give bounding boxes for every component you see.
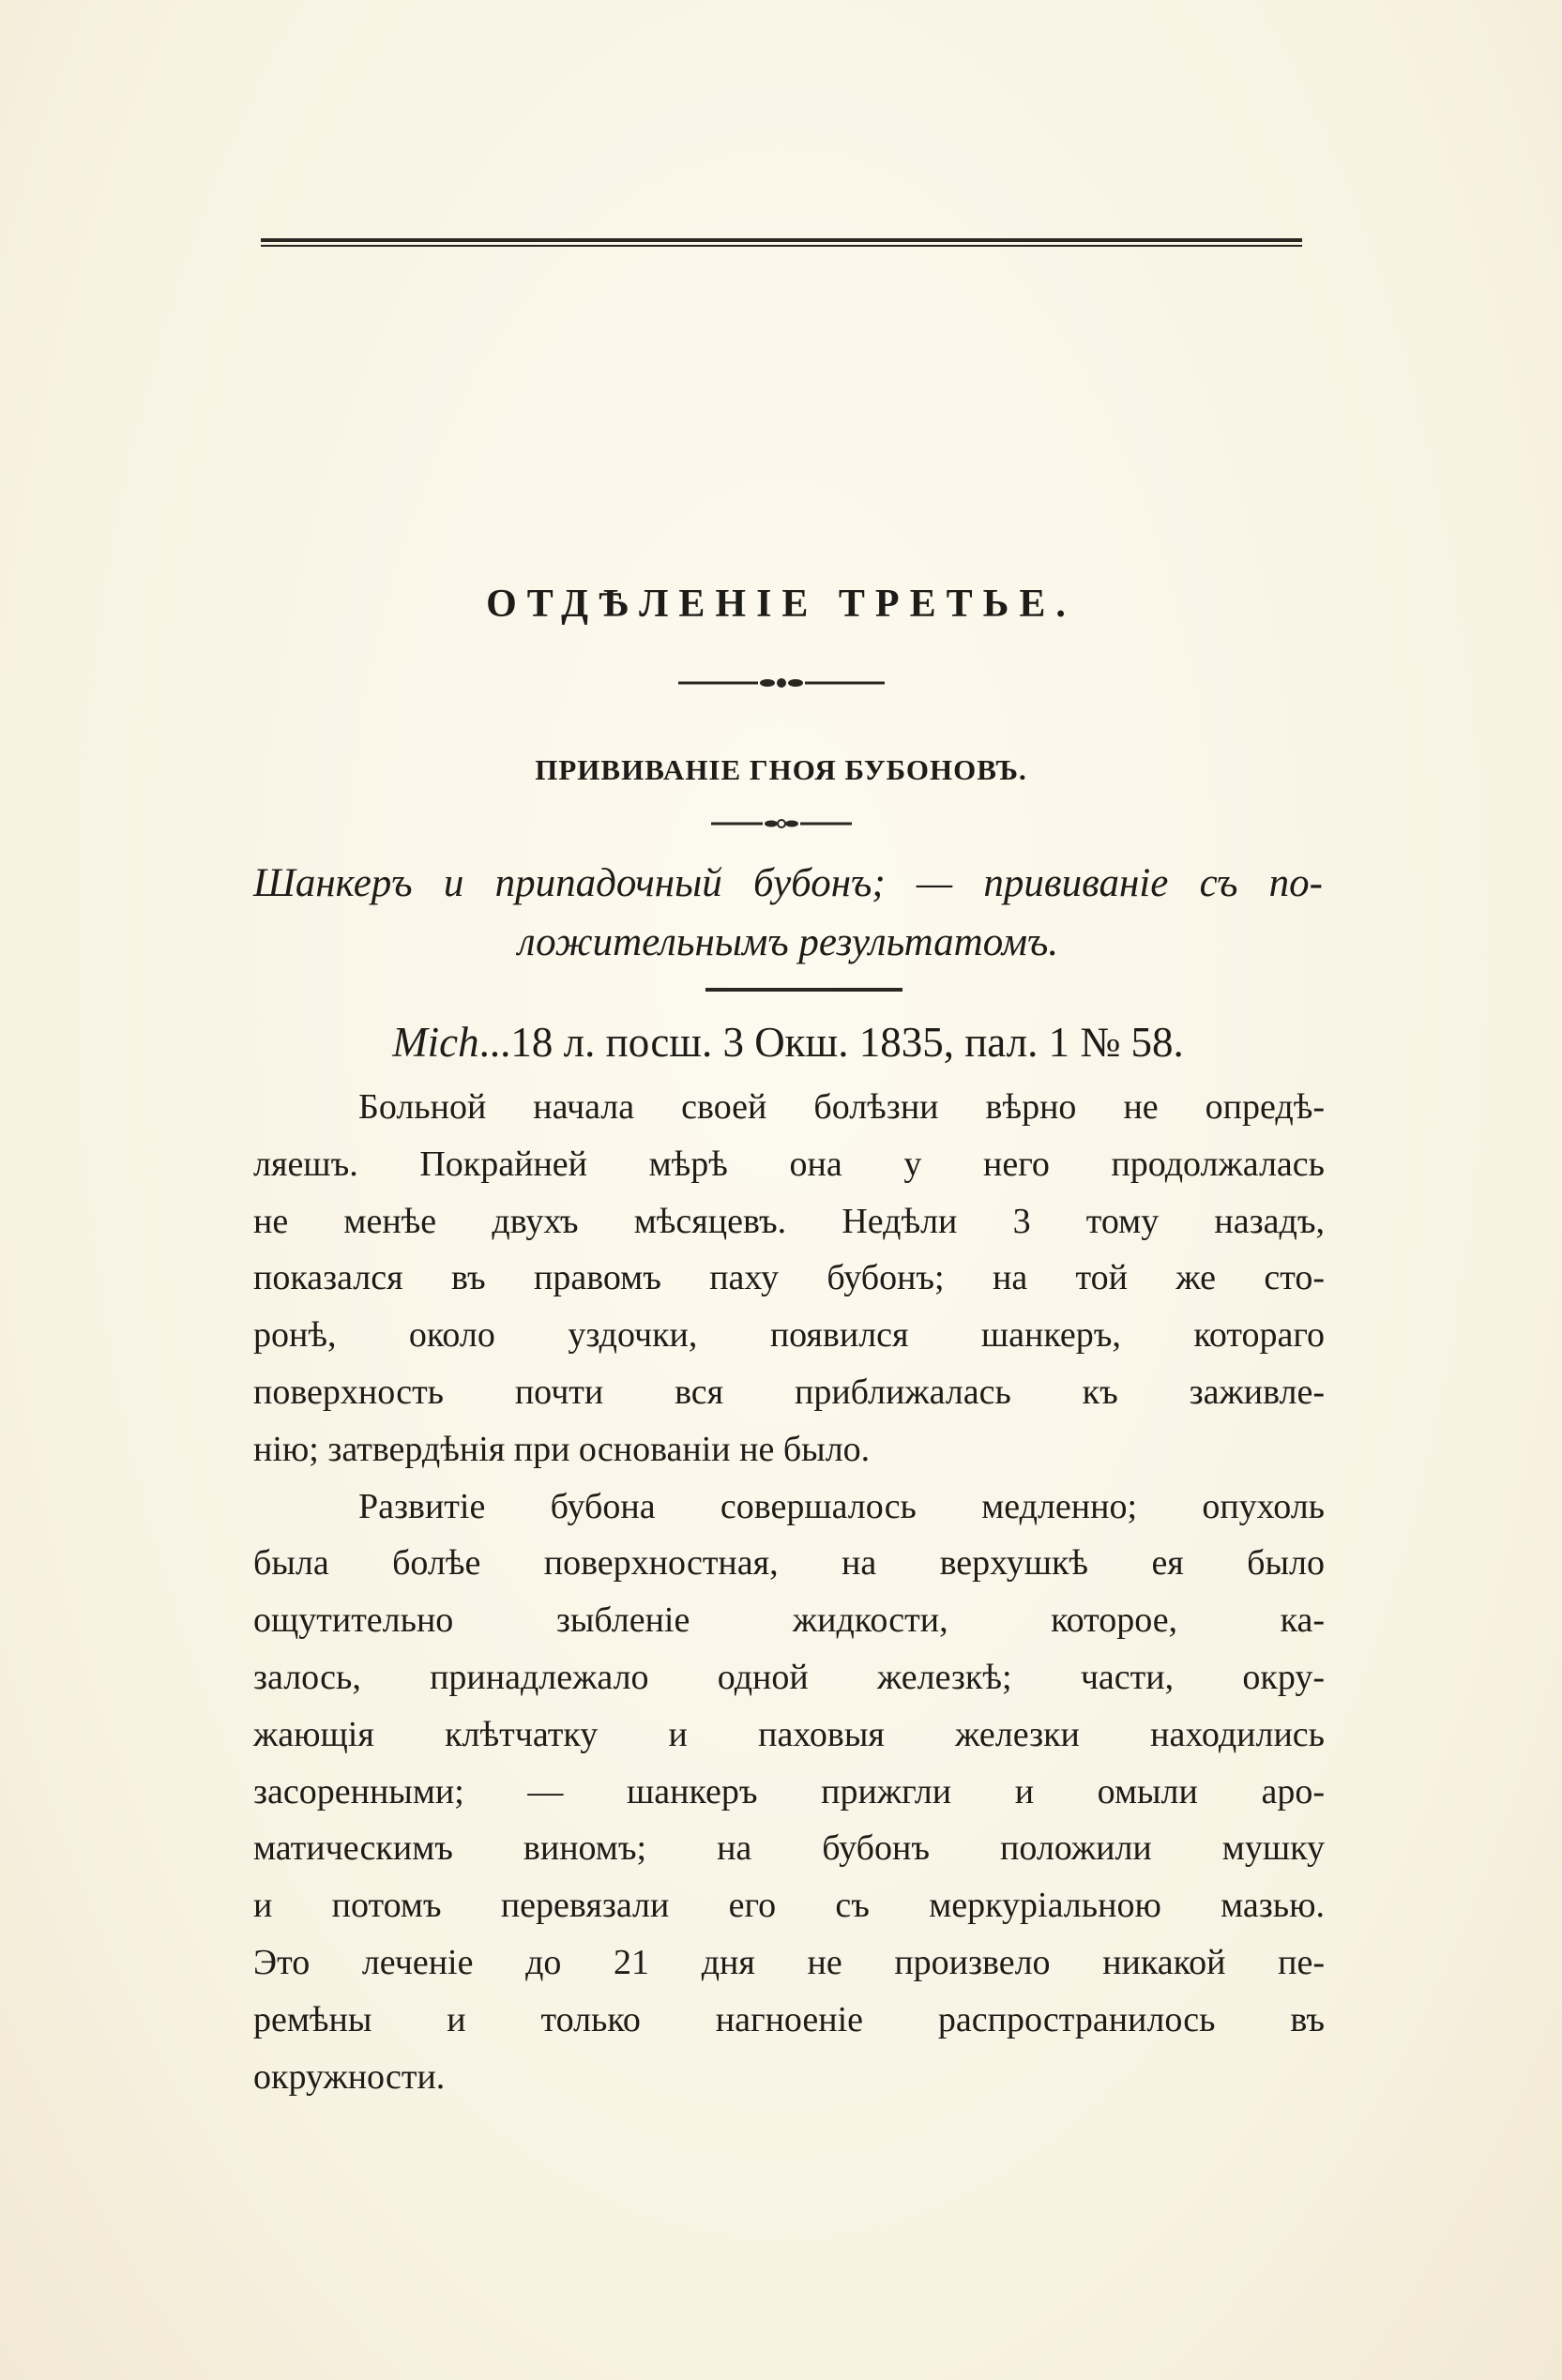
text-line: засоренными; — шанкеръ прижгли и омыли аро- [253, 1771, 1325, 1812]
case-title-line: ложительнымъ результатомъ. [517, 920, 1059, 964]
text-line: Это леченіе до 21 дня не произвело никакой пе- [253, 1942, 1325, 1982]
text-line: матическимъ виномъ; на бубонъ положили мушку [253, 1828, 1325, 1869]
text-line: Больной начала своей болѣзни вѣрно не опредѣ- [358, 1087, 1325, 1127]
body-text [253, 1079, 1325, 2105]
case-title-line: Шанкеръ и припадочный бубонъ; — прививаніе съ по- [253, 861, 1323, 905]
case-header [253, 1018, 1323, 1067]
short-rule [705, 988, 902, 992]
ornament-divider [0, 674, 1562, 692]
text-line: ощутительно зыбленіе жидкости, которое, ка- [253, 1600, 1325, 1641]
text-line: окружности. [253, 2056, 446, 2097]
patient-name: Mich [392, 1019, 479, 1066]
text-line: была болѣе поверхностная, на верхушкѣ ея было [253, 1543, 1325, 1584]
case-title [253, 854, 1323, 972]
text-line: ляешъ. Покрайней мѣрѣ она у него продолжалась [253, 1144, 1325, 1184]
section-heading: ОТДѢЛЕНІЕ ТРЕТЬЕ. [486, 583, 1076, 626]
text-line: не менѣе двухъ мѣсяцевъ. Недѣли 3 тому назадъ, [253, 1201, 1325, 1241]
text-line: и потомъ перевязали его съ меркуріальною мазью. [253, 1886, 1325, 1926]
article-subheading: ПРИВИВАНІЕ ГНОЯ БУБОНОВЪ. [535, 753, 1027, 786]
text-line: нію; затвердѣнія при основаніи не было. [253, 1429, 871, 1469]
case-details: ...18 л. посш. 3 Окш. 1835, пал. 1 № 58. [478, 1019, 1184, 1066]
text-line: залось, принадлежало одной железкѣ; части, окру- [253, 1657, 1325, 1697]
top-double-rule [261, 238, 1302, 248]
text-line: ронѣ, около уздочки, появился шанкеръ, котораго [253, 1315, 1325, 1356]
ornament-divider [0, 814, 1562, 833]
text-line: ремѣны и только нагноеніе распространилось въ [253, 1999, 1325, 2039]
text-line: поверхность почти вся приближалась къ заживле- [253, 1372, 1325, 1412]
text-line: Развитіе бубона совершалось медленно; опухоль [358, 1486, 1325, 1526]
text-line: показался въ правомъ паху бубонъ; на той же сто- [253, 1258, 1325, 1298]
text-line: жающія клѣтчатку и паховыя железки находились [253, 1714, 1325, 1754]
